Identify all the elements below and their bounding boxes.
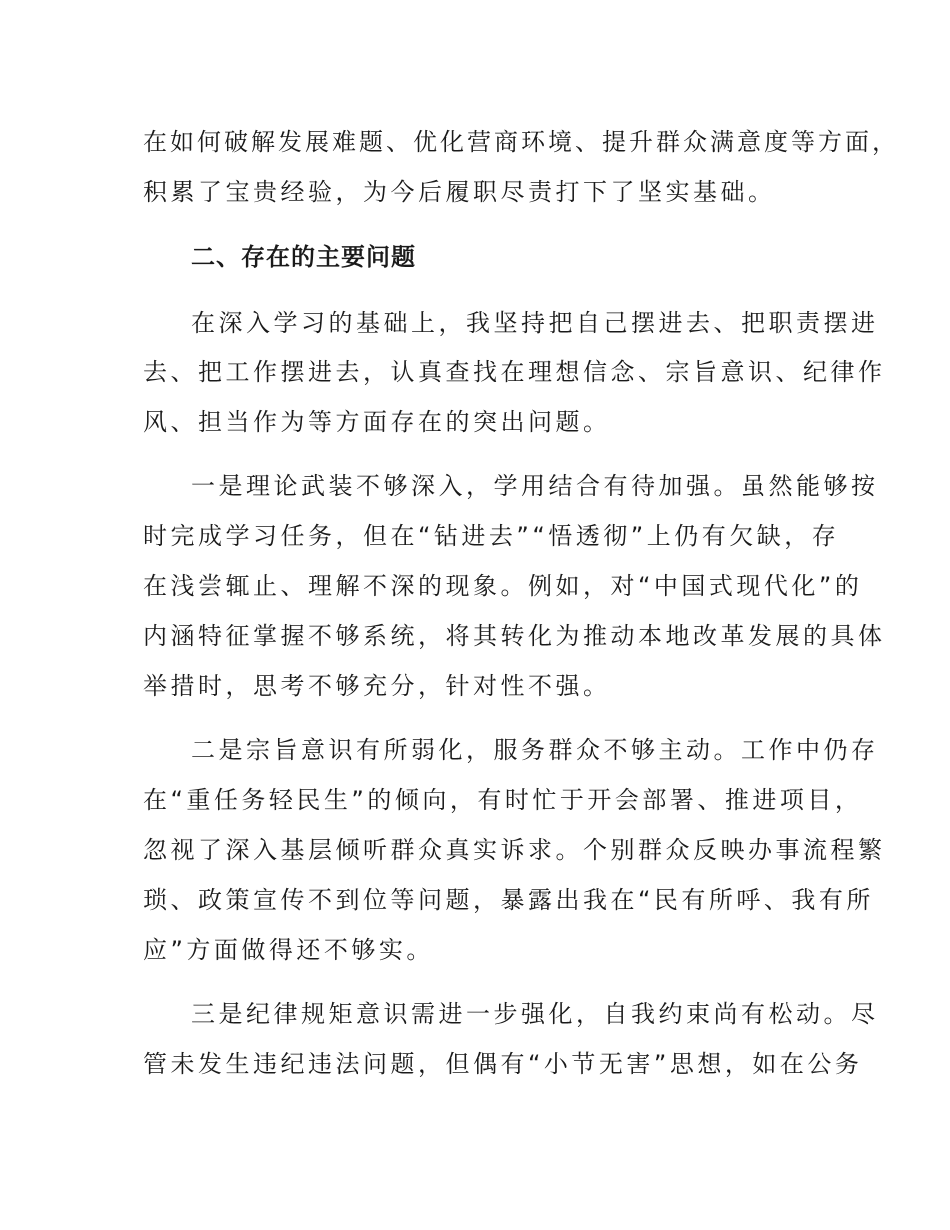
section-heading: 二、存在的主要问题 (191, 243, 416, 271)
problem-two-line-4: 琐、政策宣传不到位等问题，暴露出我在“民有所呼、我有所 (143, 886, 874, 914)
overview-line-2: 去、把工作摆进去，认真查找在理想信念、宗旨意识、纪律作 (143, 358, 886, 386)
problem-one-line-5: 举措时，思考不够充分，针对性不强。 (143, 672, 611, 700)
intro-line-2: 积累了宝贵经验，为今后履职尽责打下了坚实基础。 (143, 178, 776, 206)
problem-two-line-1: 二是宗旨意识有所弱化，服务群众不够主动。工作中仍存 (191, 736, 879, 764)
problem-three-line-2: 管未发生违纪违法问题，但偶有“小节无害”思想，如在公务 (143, 1050, 863, 1078)
problem-one-line-1: 一是理论武装不够深入，学用结合有待加强。虽然能够按 (191, 472, 879, 500)
overview-line-3: 风、担当作为等方面存在的突出问题。 (143, 408, 611, 436)
problem-one-line-2: 时完成学习任务，但在“钻进去”“悟透彻”上仍有欠缺，存 (143, 522, 840, 550)
problem-two-line-2: 在“重任务轻民生”的倾向，有时忙于开会部署、推进项目， (143, 786, 863, 814)
problem-one-line-3: 在浅尝辄止、理解不深的现象。例如，对“中国式现代化”的 (143, 572, 863, 600)
problem-three-line-1: 三是纪律规矩意识需进一步强化，自我约束尚有松动。尽 (191, 1000, 879, 1028)
intro-line-1: 在如何破解发展难题、优化营商环境、提升群众满意度等方面， (143, 128, 899, 156)
problem-two-line-3: 忽视了深入基层倾听群众真实诉求。个别群众反映办事流程繁 (143, 836, 886, 864)
overview-line-1: 在深入学习的基础上，我坚持把自己摆进去、把职责摆进 (191, 309, 879, 337)
problem-one-line-4: 内涵特征掌握不够系统，将其转化为推动本地改革发展的具体 (143, 622, 886, 650)
problem-two-line-5: 应”方面做得还不够实。 (143, 936, 434, 964)
